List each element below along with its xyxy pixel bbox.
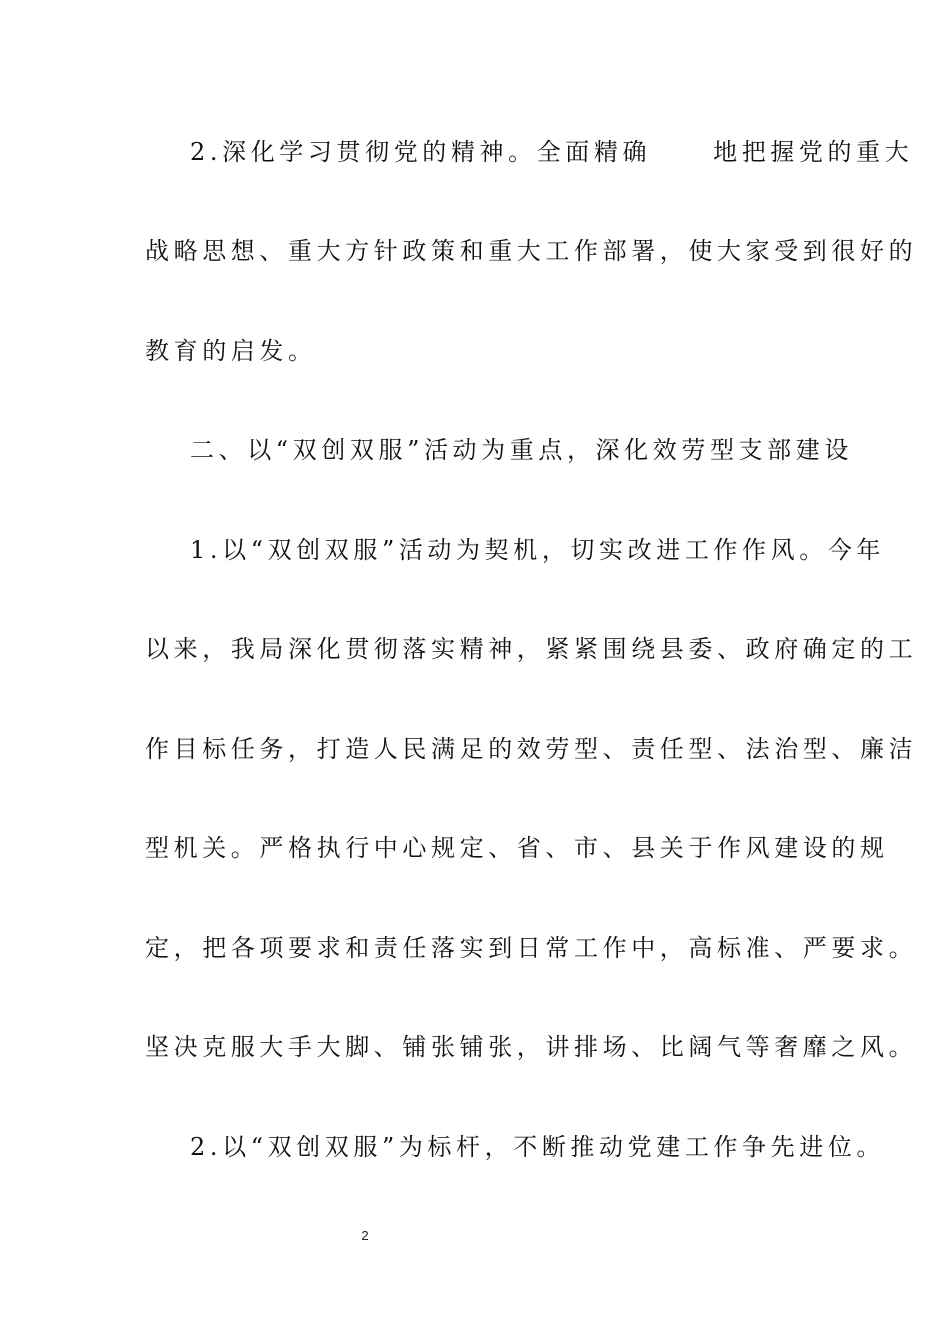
page-number: 2 bbox=[361, 1228, 369, 1243]
line-text: 地把握党的重大 bbox=[713, 138, 914, 166]
paragraph-line: 型机关。严格执行中心规定、省、市、县关于作风建设的规 bbox=[145, 834, 889, 862]
section-heading: 二、以“双创双服”活动为重点，深化效劳型支部建设 bbox=[190, 436, 853, 464]
paragraph-line: 以来，我局深化贯彻落实精神，紧紧围绕县委、政府确定的工 bbox=[145, 635, 918, 663]
paragraph-line: 1.以“双创双服”活动为契机，切实改进工作作风。今年 bbox=[190, 536, 886, 564]
paragraph-line: 作目标任务，打造人民满足的效劳型、责任型、法治型、廉洁 bbox=[145, 735, 918, 763]
paragraph-line: 定，把各项要求和责任落实到日常工作中，高标准、严要求。 bbox=[145, 934, 918, 962]
paragraph-line bbox=[190, 136, 914, 168]
paragraph-line: 教育的启发。 bbox=[145, 337, 317, 365]
paragraph-line: 2.以“双创双服”为标杆，不断推动党建工作争先进位。 bbox=[190, 1133, 886, 1161]
line-text: 2.深化学习贯彻党的精神。全面精确 bbox=[190, 138, 652, 166]
paragraph-line: 战略思想、重大方针政策和重大工作部署，使大家受到很好的 bbox=[145, 237, 918, 265]
paragraph-line: 坚决克服大手大脚、铺张铺张，讲排场、比阔气等奢靡之风。 bbox=[145, 1033, 918, 1061]
